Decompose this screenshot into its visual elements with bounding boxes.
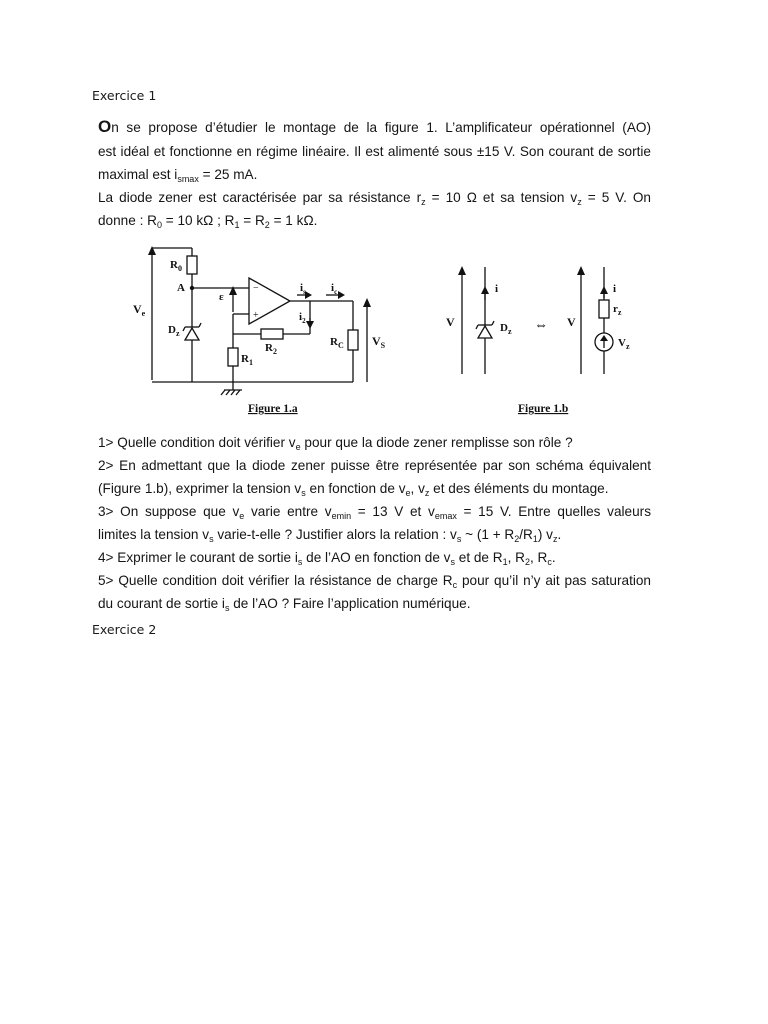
- resistor-r0: [187, 256, 197, 274]
- circuit-figure: [120, 238, 660, 418]
- caption-figure-1b: Figure 1.b: [518, 403, 569, 415]
- label-r0: $R_0$: [170, 259, 182, 273]
- label-rc: $R_C$: [330, 336, 344, 350]
- label-r2: $R_2$: [265, 342, 277, 356]
- label-vs: $V_S$: [372, 334, 386, 350]
- label-epsilon: ε: [219, 291, 224, 303]
- exercise-2-heading: Exercice 2: [92, 622, 157, 637]
- label-dz-b: $D_z$: [500, 322, 512, 336]
- label-opamp-minus: −: [253, 283, 259, 294]
- intro-line-3: maximal est $i_{smax} = 25$ mA.: [98, 167, 258, 184]
- resistor-r2: [261, 329, 283, 339]
- label-v-right: V: [567, 315, 576, 329]
- label-i-right: i: [613, 283, 617, 295]
- resistor-rc: [348, 330, 358, 350]
- label-dz-a: $D_z$: [168, 324, 180, 338]
- label-is: $i_s$: [300, 282, 306, 296]
- resistor-rz: [599, 300, 609, 318]
- question-1: 1> Quelle condition doit vérifier $v_e$ pour que la diode zener remplisse son rôle ?: [98, 435, 573, 452]
- question-3-line-2: limites la tension $v_s$ varie-t-elle ? Justifier alors la relation : $v_s$ ~ $(1 + R_2/R_1)$ $v_z$.: [98, 527, 562, 544]
- intro-line-4: La diode zener est caractérisée par sa résistance $r_z = 10$ Ω et sa tension $v_z = 5$ V. On: [98, 190, 651, 207]
- zener-diode-a: [185, 328, 199, 340]
- resistor-r1: [228, 348, 238, 366]
- question-4: 4> Exprimer le courant de sortie $i_s$ de l’AO en fonction de $v_s$ et de $R_1$, $R_2$, $R_c$.: [98, 550, 556, 567]
- label-ic: $i_c$: [331, 282, 338, 296]
- label-node-a: A: [177, 282, 185, 294]
- label-rz: $r_z$: [613, 303, 622, 317]
- label-ve: $V_e$: [133, 302, 146, 318]
- label-v-left: V: [446, 315, 455, 329]
- label-r1: $R_1$: [241, 353, 253, 367]
- exercise-1-heading: Exercice 1: [92, 88, 157, 103]
- equivalence-symbol: ⇔: [534, 318, 548, 333]
- caption-figure-1a: Figure 1.a: [248, 403, 298, 415]
- question-5-line-2: du courant de sortie $i_s$ de l’AO ? Faire l’application numérique.: [98, 596, 471, 613]
- label-i2: $i_2$: [299, 311, 306, 325]
- zener-diode-b: [478, 326, 492, 338]
- question-5-line-1: 5> Quelle condition doit vérifier la résistance de charge $R_c$ pour qu’il n’y ait pas saturation: [98, 573, 651, 590]
- question-2-line-1: 2> En admettant que la diode zener puisse être représentée par son schéma équivalent: [98, 458, 651, 473]
- label-vz: $V_z$: [618, 337, 630, 351]
- intro-line-5: donne : $R_0 = 10$ kΩ ; $R_1 = R_2 = 1$ kΩ.: [98, 213, 318, 230]
- label-i-left: i: [495, 283, 499, 295]
- question-3-line-1: 3> On suppose que $v_e$ varie entre $v_{emin} = 13$ V et $v_{emax} = 15$ V. Entre quelles valeurs: [98, 504, 651, 521]
- intro-line-2: est idéal et fonctionne en régime linéaire. Il est alimenté sous ±15 V. Son courant de sortie: [98, 144, 651, 159]
- question-2-line-2: (Figure 1.b), exprimer la tension $v_s$ en fonction de $v_e$, $v_z$ et des éléments du montage.: [98, 481, 609, 498]
- intro-line-1: On se propose d’étudier le montage de la figure 1. L’amplificateur opérationnel (AO): [98, 117, 651, 136]
- intro-drop-letter: O: [98, 117, 112, 136]
- label-opamp-plus: +: [253, 310, 259, 321]
